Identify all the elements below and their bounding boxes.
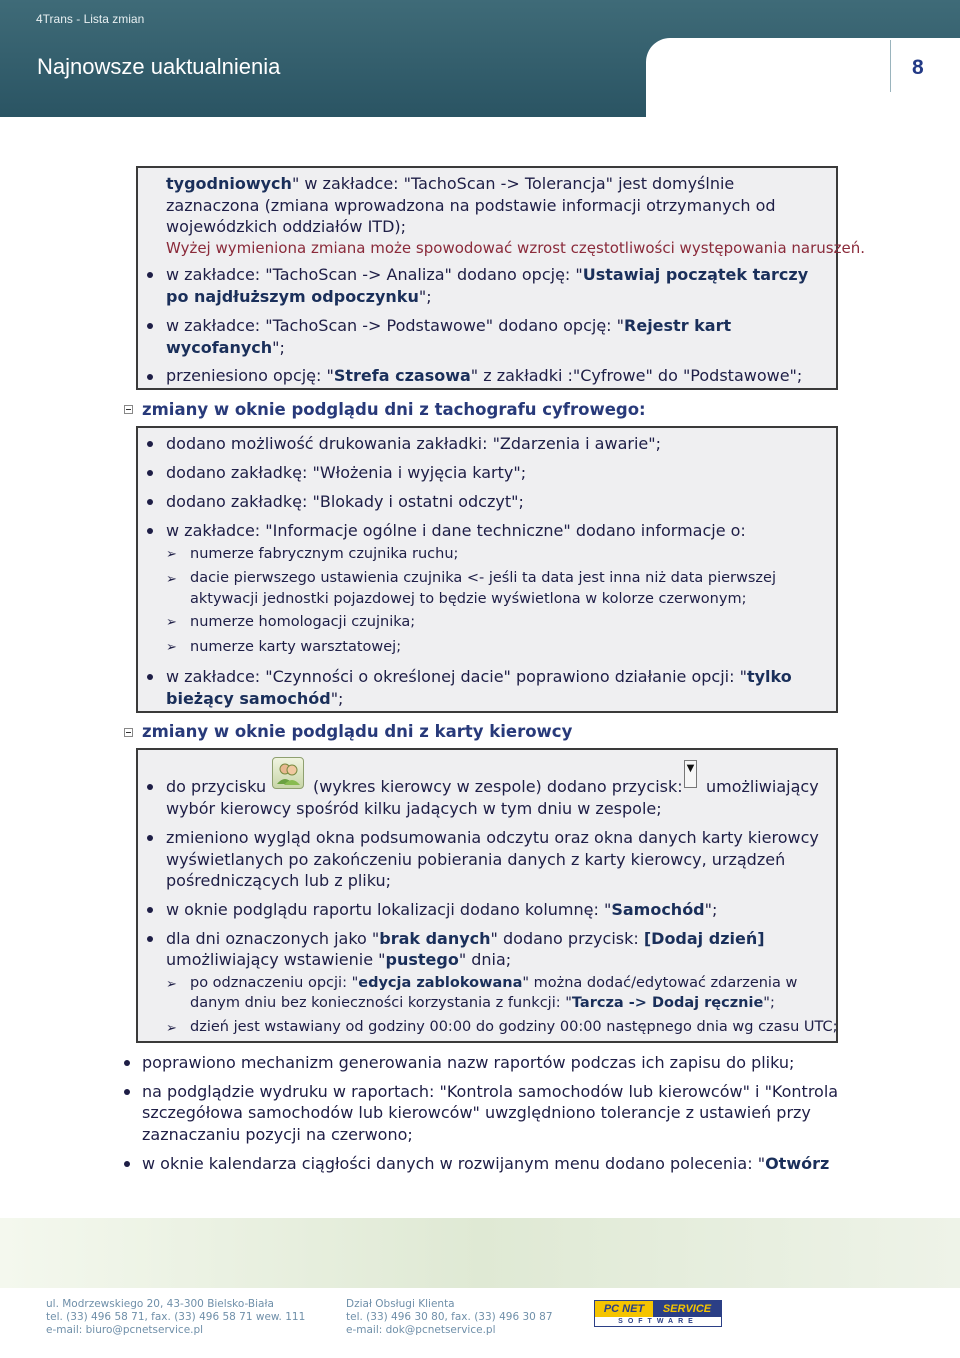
sub-item-cont: danym dniu bez konieczności korzystania z funkcji: "Tarcza -> Dodaj ręcznie";	[190, 995, 775, 1011]
list-item: w zakładce: "Czynności o określonej dacie" poprawiono działanie opcji: "tylko	[166, 667, 792, 686]
list-item-text: umożliwiający	[706, 777, 819, 796]
sub-item: dacie pierwszego ustawienia czujnika <- jeśli ta data jest inna niż data pierwszej	[190, 570, 776, 586]
list-item: do przycisku	[166, 777, 267, 796]
company-logo: PC NET SERVICE SOFTWARE	[594, 1300, 722, 1327]
text-line: zaznaczona (zmiana wprowadzona na podstawie informacji otrzymanych od	[166, 196, 776, 215]
arrow-bullet-icon: ➢	[166, 615, 177, 630]
footer-address: ul. Modrzewskiego 20, 43-300 Bielsko-Biała	[46, 1298, 274, 1310]
list-item: zmieniono wygląd okna podsumowania odczytu oraz okna danych karty kierowcy	[166, 828, 819, 847]
list-item: w oknie kalendarza ciągłości danych w rozwijanym menu dodano polecenia: "Otwórz	[142, 1154, 830, 1173]
footer-phone-dept: tel. (33) 496 30 80, fax. (33) 496 30 87	[346, 1311, 553, 1323]
list-item: dodano zakładkę: "Włożenia i wyjęcia karty";	[166, 463, 527, 482]
footer-department: Dział Obsługi Klienta	[346, 1298, 455, 1310]
sub-item: numerze homologacji czujnika;	[190, 614, 416, 630]
footer-band	[0, 1218, 960, 1288]
sub-item: po odznaczeniu opcji: "edycja zablokowana" można dodać/edytować zdarzenia w	[190, 975, 798, 991]
team-drivers-chart-icon	[272, 757, 304, 789]
bullet	[124, 1060, 130, 1066]
bullet	[147, 907, 153, 913]
list-item: poprawiono mechanizm generowania nazw raportów podczas ich zapisu do pliku;	[142, 1053, 795, 1072]
list-item-cont: wycofanych";	[166, 338, 285, 357]
bullet	[147, 835, 153, 841]
bullet	[147, 323, 153, 329]
list-item-cont: zaznaczaniu pozycji na czerwono;	[142, 1125, 413, 1144]
bullet	[147, 499, 153, 505]
list-item: dodano zakładkę: "Blokady i ostatni odczyt";	[166, 492, 524, 511]
collapse-icon[interactable]	[124, 728, 133, 737]
bullet	[147, 674, 153, 680]
arrow-bullet-icon: ➢	[166, 640, 177, 655]
list-item: w zakładce: "TachoScan -> Analiza" dodano opcję: "Ustawiaj początek tarczy	[166, 265, 809, 284]
arrow-bullet-icon: ➢	[166, 547, 177, 562]
list-item: dla dni oznaczonych jako "brak danych" dodano przycisk: [Dodaj dzień]	[166, 929, 765, 948]
sub-item: numerze karty warsztatowej;	[190, 639, 402, 655]
bullet	[147, 784, 153, 790]
list-item: dodano możliwość drukowania zakładki: "Zdarzenia i awarie";	[166, 434, 661, 453]
bullet	[124, 1161, 130, 1167]
bullet	[147, 528, 153, 534]
bullet	[147, 441, 153, 447]
list-item: w zakładce: "TachoScan -> Podstawowe" dodano opcję: "Rejestr kart	[166, 316, 732, 335]
sub-item: numerze fabrycznym czujnika ruchu;	[190, 546, 459, 562]
arrow-bullet-icon: ➢	[166, 1021, 177, 1036]
list-item: przeniesiono opcję: "Strefa czasowa" z zakładki :"Cyfrowe" do "Podstawowe";	[166, 366, 803, 385]
footer-email-dept[interactable]: e-mail: dok@pcnetservice.pl	[346, 1324, 496, 1336]
bullet	[147, 272, 153, 278]
list-item-cont: wybór kierowcy spośród kilku jadących w tym dniu w zespole;	[166, 799, 662, 818]
footer-phone: tel. (33) 496 58 71, fax. (33) 496 58 71 wew. 111	[46, 1311, 306, 1323]
list-item-cont: umożliwiający wstawienie "pustego" dnia;	[166, 950, 512, 969]
arrow-bullet-icon: ➢	[166, 572, 177, 587]
list-item-cont: wyświetlanych po zakończeniu pobierania danych z karty kierowcy, urządzeń	[166, 850, 786, 869]
bullet	[124, 1089, 130, 1095]
warning-note: Wyżej wymieniona zmiana może spowodować wzrost częstotliwości występowania naruszeń.	[166, 239, 865, 257]
tab-divider	[890, 40, 891, 92]
list-item-cont: bieżący samochód";	[166, 689, 344, 708]
page-number: 8	[912, 56, 924, 79]
dropdown-arrow-icon: ▼	[684, 760, 697, 788]
sub-item: dzień jest wstawiany od godziny 00:00 do godziny 00:00 następnego dnia wg czasu UTC;	[190, 1019, 838, 1035]
text-line: wojewódzkich oddziałów ITD);	[166, 217, 407, 236]
sub-item-cont: aktywacji jednostki pojazdowej to będzie wyświetlona w kolorze czerwonym;	[190, 591, 747, 607]
list-item-text: (wykres kierowcy w zespole) dodano przycisk:	[313, 777, 683, 796]
section-title: Najnowsze uaktualnienia	[37, 54, 281, 79]
section-heading-driver-card: zmiany w oknie podglądu dni z karty kierowcy	[142, 722, 573, 741]
list-item-cont: pośredniczących lub z pliku;	[166, 871, 392, 890]
page-header	[0, 0, 960, 117]
text-line: tygodniowych" w zakładce: "TachoScan -> Tolerancja" jest domyślnie	[166, 174, 735, 193]
bullet	[147, 374, 153, 380]
list-item: na podglądzie wydruku w raportach: "Kontrola samochodów lub kierowców" i "Kontrola	[142, 1082, 839, 1101]
list-item: w oknie podglądu raportu lokalizacji dodano kolumnę: "Samochód";	[166, 900, 718, 919]
arrow-bullet-icon: ➢	[166, 977, 177, 992]
document-title: 4Trans - Lista zmian	[36, 12, 145, 26]
list-item-cont: po najdłuższym odpoczynku";	[166, 287, 432, 306]
footer-email[interactable]: e-mail: biuro@pcnetservice.pl	[46, 1324, 204, 1336]
list-item: w zakładce: "Informacje ogólne i dane techniczne" dodano informacje o:	[166, 521, 746, 540]
bullet	[147, 936, 153, 942]
bullet	[147, 470, 153, 476]
list-item-cont: szczegółowa samochodów lub kierowców" uwzględniono tolerancje z ustawień przy	[142, 1103, 811, 1122]
section-heading-digital-tachograph: zmiany w oknie podglądu dni z tachografu cyfrowego:	[142, 400, 646, 419]
collapse-icon[interactable]	[124, 405, 133, 414]
